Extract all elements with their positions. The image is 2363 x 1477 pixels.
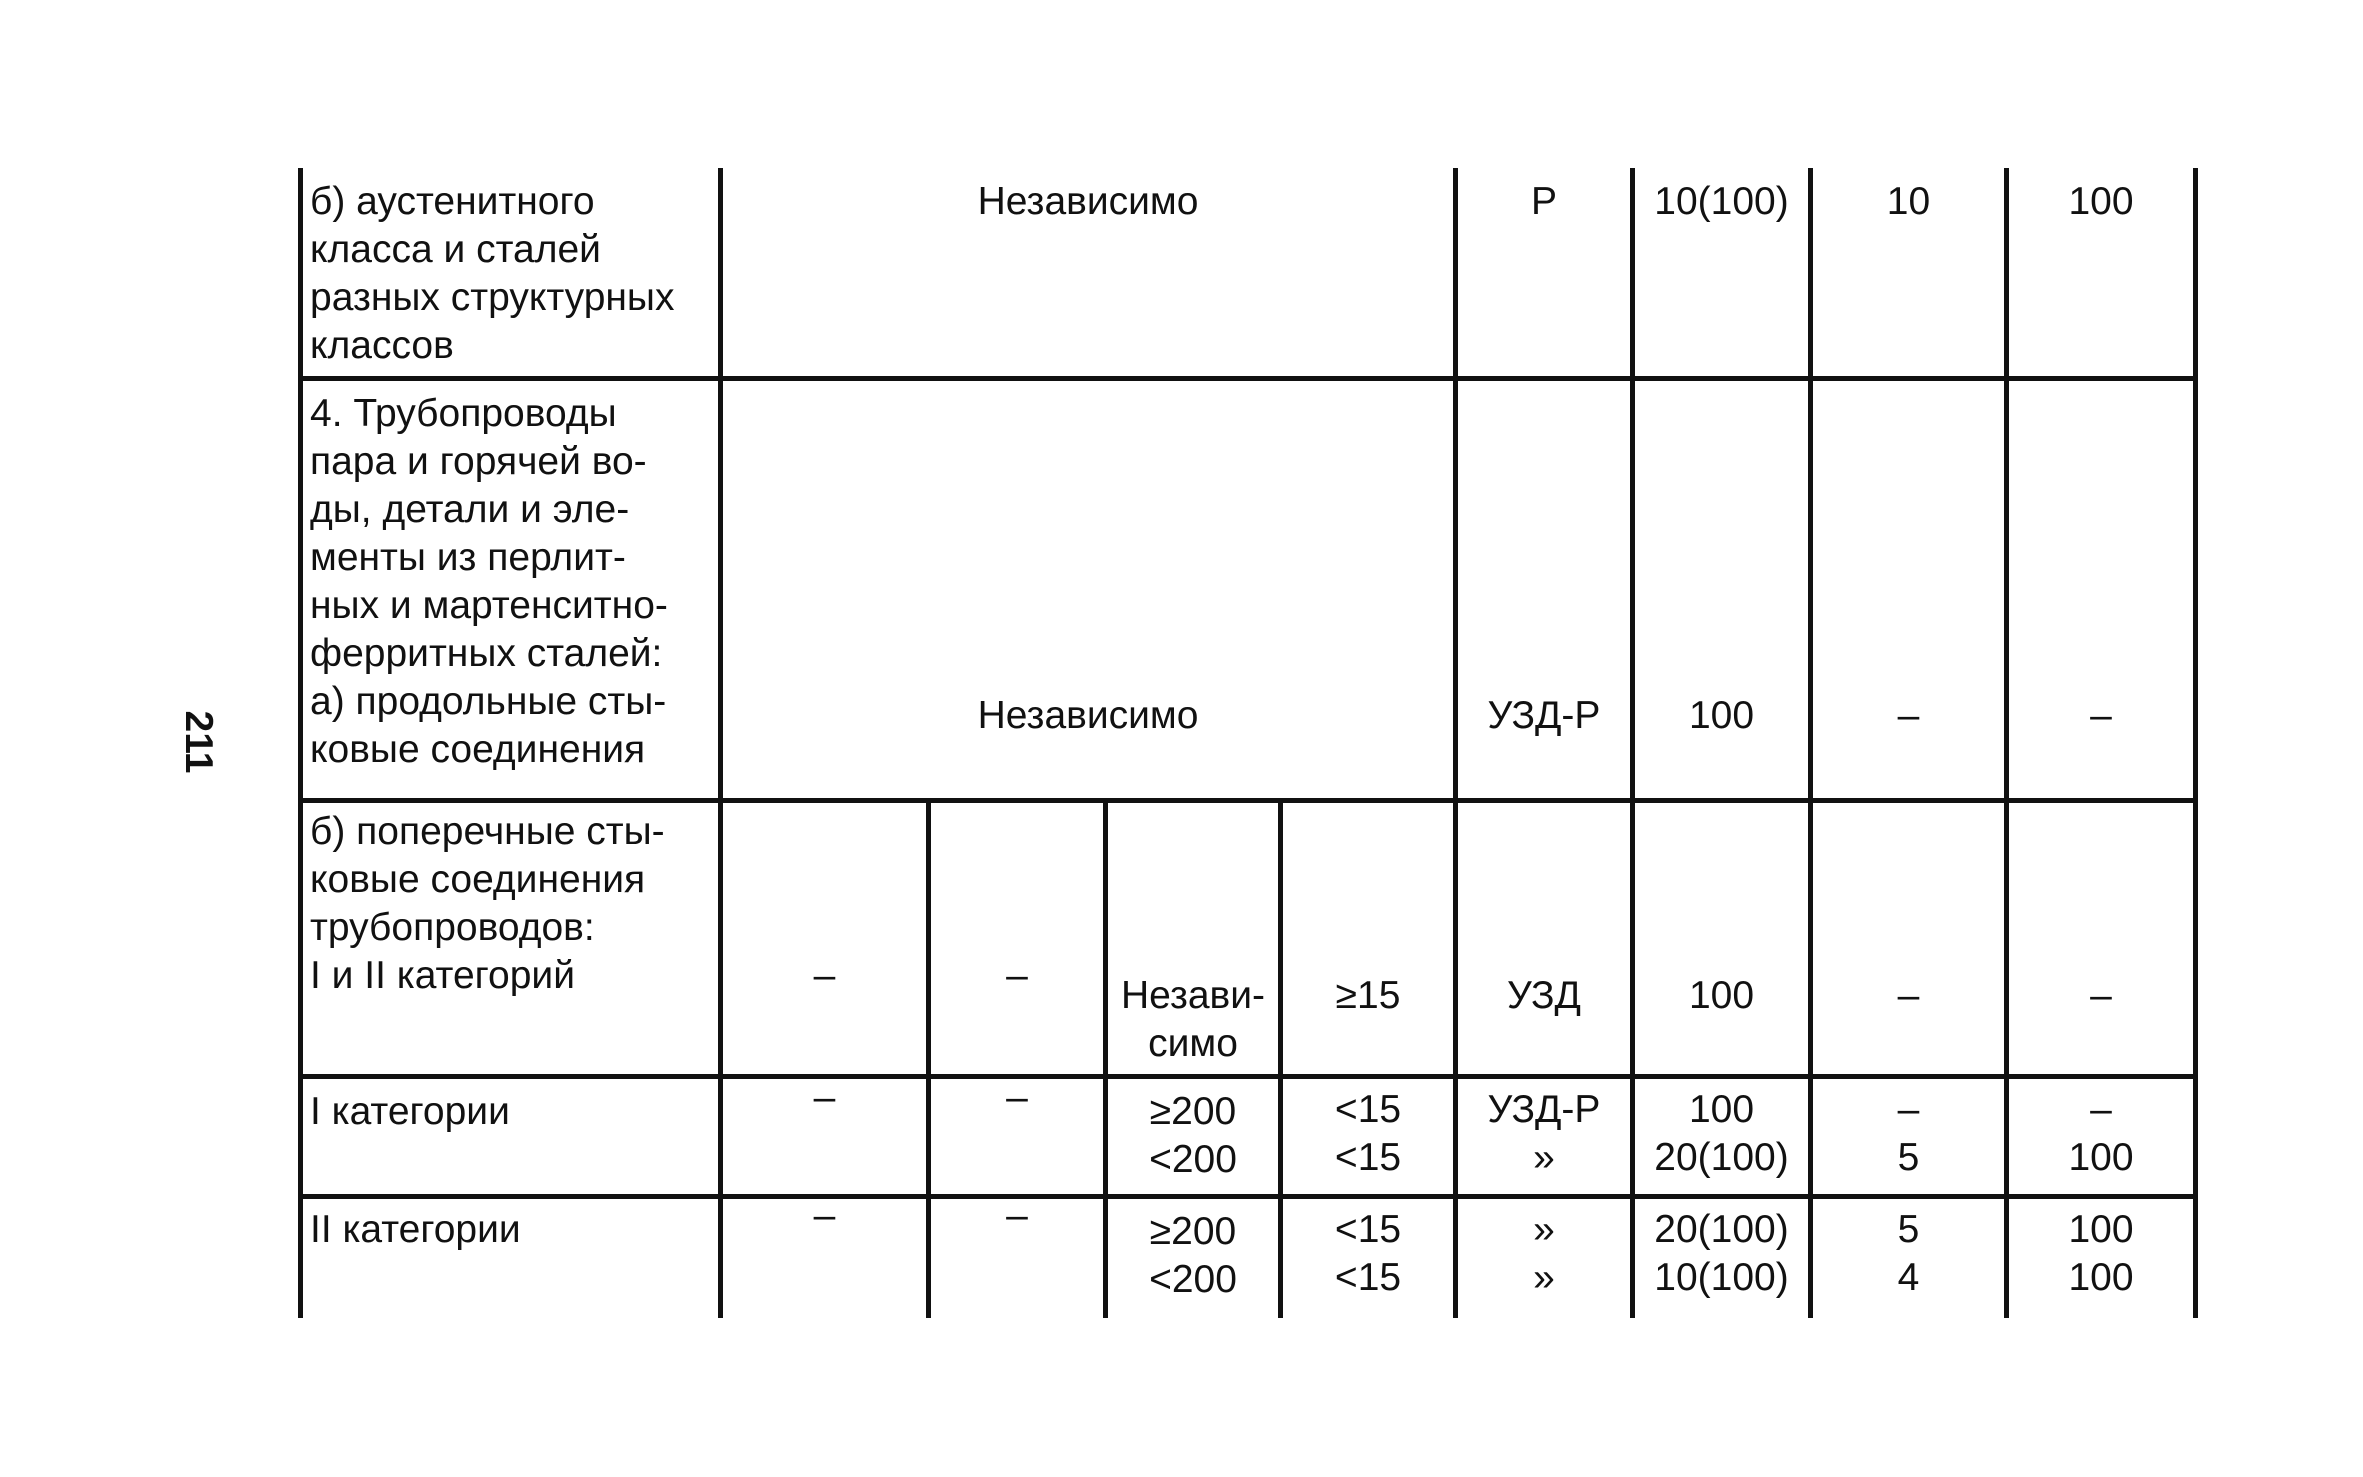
row5-c4: ≥200 <200: [1149, 1210, 1237, 1301]
row2-method: УЗД-Р: [1487, 694, 1601, 737]
row3-label: б) поперечные сты- ковые соединения трубопроводов: I и II категорий: [310, 810, 665, 997]
row2-span: Независимо: [977, 694, 1199, 737]
col-rule: [298, 168, 303, 1318]
row3-c4: Незави- симо: [1120, 974, 1266, 1065]
row2-c6: 100: [1688, 694, 1755, 737]
row3-method: УЗД: [1507, 974, 1581, 1017]
row2-c8: –: [2090, 694, 2112, 737]
col-rule: [926, 798, 931, 1318]
inspection-table: [298, 168, 2198, 1318]
row4-c3: –: [1006, 1076, 1028, 1119]
row1-method: Р: [1530, 180, 1557, 223]
row1-c8: 100: [2068, 180, 2134, 223]
row1-c7: 10: [1886, 180, 1931, 223]
row4-c8: – 100: [2068, 1088, 2134, 1179]
row-rule: [298, 1194, 2198, 1199]
row4-c6: 100 20(100): [1654, 1088, 1789, 1179]
row1-span: Независимо: [977, 180, 1199, 223]
row2-label: 4. Трубопроводы пара и горячей во- ды, детали и эле- менты из перлит- ных и мартенситно- ферритных сталей: а) продольные сты- ковые соединения: [310, 392, 668, 771]
row5-c2: –: [813, 1194, 836, 1237]
row5-label: II категории: [310, 1208, 521, 1251]
row4-label: I категории: [310, 1090, 510, 1133]
row4-c7: – 5: [1897, 1088, 1920, 1179]
row5-c5: <15 <15: [1334, 1208, 1402, 1299]
row1-c6: 10(100): [1654, 180, 1789, 223]
row1-label: б) аустенитного класса и сталей разных структурных классов: [310, 180, 675, 367]
page-number: 211: [177, 710, 220, 774]
row4-c2: –: [813, 1076, 836, 1119]
row-rule: [298, 1074, 2198, 1079]
col-rule: [718, 168, 723, 1318]
row5-c8: 100 100: [2068, 1208, 2134, 1299]
col-rule: [2193, 168, 2198, 1318]
row3-c7: –: [1897, 974, 1920, 1017]
row3-c2: –: [813, 954, 836, 997]
row2-c7: –: [1897, 694, 1920, 737]
row3-c3: –: [1006, 954, 1028, 997]
row4-c4: ≥200 <200: [1149, 1090, 1237, 1181]
row4-c5: <15 <15: [1334, 1088, 1402, 1179]
row4-method: УЗД-Р »: [1487, 1088, 1601, 1179]
row3-c6: 100: [1688, 974, 1755, 1017]
row3-c8: –: [2090, 974, 2112, 1017]
row3-c5: ≥15: [1335, 974, 1401, 1017]
row5-c3: –: [1006, 1194, 1028, 1237]
row5-c6: 20(100) 10(100): [1654, 1208, 1789, 1299]
row-rule: [298, 798, 2198, 803]
row5-method: » »: [1533, 1208, 1555, 1299]
row-rule: [298, 376, 2198, 381]
row5-c7: 5 4: [1897, 1208, 1920, 1299]
